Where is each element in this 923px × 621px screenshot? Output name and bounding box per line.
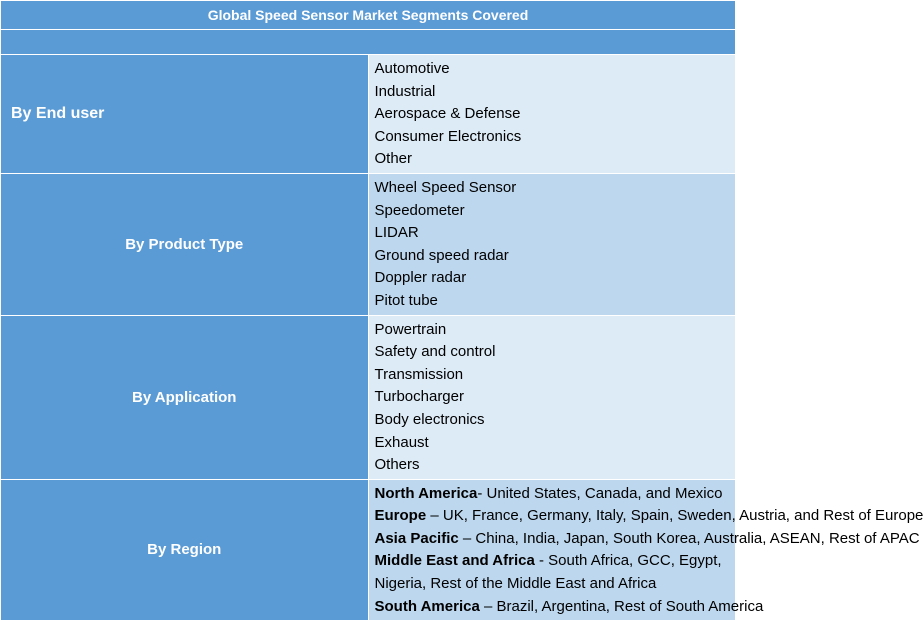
list-item: Powertrain [374, 320, 447, 338]
segment-items [368, 55, 736, 174]
region-name: South America [374, 597, 480, 615]
segment-heading: By Product Type [1, 173, 369, 315]
blank-header-cell [1, 30, 736, 55]
table-title: Global Speed Sensor Market Segments Covered [1, 1, 736, 30]
segment-heading: By End user [1, 55, 369, 174]
segment-items [368, 479, 923, 621]
region-separator: – [458, 529, 476, 547]
list-item: Ground speed radar [374, 246, 509, 264]
segment-row-product-type [1, 173, 736, 315]
list-item: Safety and control [374, 343, 496, 361]
list-item: Other [374, 150, 413, 168]
region-item [374, 596, 764, 619]
region-countries: China, India, Japan, South Korea, Australia, ASEAN, Rest of APAC [475, 529, 920, 547]
region-countries: UK, France, Germany, Italy, Spain, Sweden, Austria, and Rest of Europe [442, 507, 923, 525]
region-item [374, 505, 923, 528]
list-item: LIDAR [374, 224, 419, 242]
region-countries: Brazil, Argentina, Rest of South America [496, 597, 764, 615]
list-item: Automotive [374, 60, 450, 77]
segment-heading: By Region [1, 479, 369, 621]
segment-heading: By Application [1, 315, 369, 479]
region-separator: – [479, 597, 497, 615]
list-item: Speedometer [374, 201, 465, 219]
list-item: Doppler radar [374, 269, 467, 287]
title-row [1, 1, 736, 30]
region-item [375, 550, 730, 595]
region-name: North America [374, 484, 478, 502]
list-item: Body electronics [374, 410, 485, 428]
region-item [374, 528, 920, 551]
region-separator: – [426, 507, 443, 525]
region-separator: - [477, 484, 487, 502]
region-name: Europe [374, 507, 427, 525]
list-item: Industrial [374, 82, 436, 100]
list-item: Others [374, 456, 420, 474]
region-countries: United States, Canada, and Mexico [486, 484, 723, 502]
list-item: Exhaust [374, 433, 429, 451]
list-item: Pitot tube [374, 291, 438, 309]
list-item: Turbocharger [374, 388, 464, 406]
region-item [375, 483, 730, 506]
region-name: Middle East and Africa [374, 552, 535, 570]
region-countries: South Africa, GCC, Egypt, Nigeria, Rest of the Middle East and Africa [374, 552, 722, 593]
region-name: Asia Pacific [374, 529, 459, 547]
list-item: Wheel Speed Sensor [374, 178, 517, 196]
segment-row-application [1, 315, 736, 479]
region-separator: - [534, 552, 549, 570]
list-item: Transmission [374, 365, 464, 383]
segment-row-region [1, 479, 736, 621]
segment-items [368, 173, 736, 315]
list-item: Aerospace & Defense [374, 105, 521, 123]
blank-header-row [1, 30, 736, 55]
list-item: Consumer Electronics [374, 127, 522, 145]
segment-items [368, 315, 736, 479]
segment-row-end-user [1, 55, 736, 174]
